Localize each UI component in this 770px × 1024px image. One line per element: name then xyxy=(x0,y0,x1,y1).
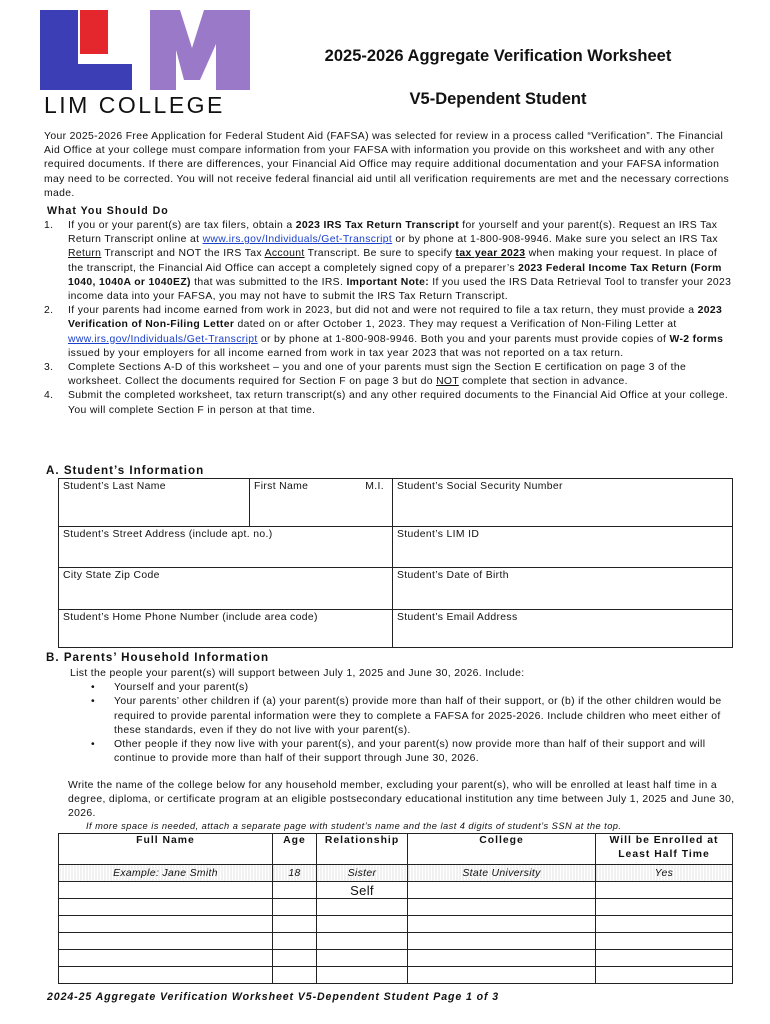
household-criteria-list xyxy=(70,681,732,766)
student-information-table xyxy=(58,478,733,648)
table-row[interactable] xyxy=(59,950,733,967)
lim-id-field[interactable]: Student’s LIM ID xyxy=(393,527,733,568)
home-phone-field[interactable]: Student’s Home Phone Number (include area code) xyxy=(59,610,393,648)
what-you-should-do-heading: What You Should Do xyxy=(47,205,169,217)
irs-non-filing-link[interactable]: www.irs.gov/Individuals/Get-Transcript xyxy=(68,333,258,345)
date-of-birth-field[interactable]: Student’s Date of Birth xyxy=(393,568,733,610)
section-b-lead: List the people your parent(s) will support between July 1, 2025 and June 30, 2026. Include: xyxy=(70,668,525,679)
mi-label: M.I. xyxy=(365,481,384,492)
table-row[interactable] xyxy=(59,882,733,899)
lim-logo-mark-icon xyxy=(40,10,255,115)
instruction-steps xyxy=(44,219,734,418)
city-state-zip-field[interactable]: City State Zip Code xyxy=(59,568,393,610)
step-2: 2. If your parents had income earned from work in 2023, but did not and were not required to file a tax return, they must provide a 2023 Verification of Non-Filing Letter dated on or after October 1, 2023. They may request a Verification of Non-Filing Letter at www.irs.gov/Individuals/Get-Transcript or by phone at 1-800-908-9946. Both you and your parents must provide copies of W-2 forms issued by your employers for all income earned from work in tax year 2023 that was not reported on a tax return. xyxy=(44,305,724,359)
lim-college-logo xyxy=(40,10,255,115)
table-row[interactable] xyxy=(59,916,733,933)
page-footer: 2024-25 Aggregate Verification Worksheet V5-Dependent Student Page 1 of 3 xyxy=(47,991,500,1003)
col-college: College xyxy=(408,834,596,865)
table-row[interactable] xyxy=(59,899,733,916)
section-b-heading: B. Parents’ Household Information xyxy=(46,651,270,664)
section-a-heading: A. Student’s Information xyxy=(46,464,205,477)
page-title: 2025-2026 Aggregate Verification Worksheet xyxy=(324,47,672,65)
section-b-body xyxy=(70,667,732,766)
col-full-name: Full Name xyxy=(59,834,273,865)
first-name-field[interactable]: First Name M.I. xyxy=(250,479,393,527)
step-3: 3. Complete Sections A-D of this worksheet – you and one of your parents must sign the Section E certification on page 3 of the worksheet. Collect the documents required for Section F on page 3 but do NOT complete that section in advance. xyxy=(44,362,687,388)
ssn-field[interactable]: Student’s Social Security Number xyxy=(393,479,733,527)
self-cell[interactable]: Self xyxy=(317,882,408,899)
street-address-field[interactable]: Student’s Street Address (include apt. no.) xyxy=(59,527,393,568)
table-row[interactable] xyxy=(59,933,733,950)
intro-paragraph: Your 2025-2026 Free Application for Federal Student Aid (FAFSA) was selected for review in a process called “Verification”. The Financial Aid Office at your college must compare information from your FAFSA with information you provide on this worksheet and with any other required documents. If there are differences, your Financial Aid Office may require additional documentation and your FAFSA information may need to be corrected. You will not receive federal financial aid until all verification requirements are met and the necessary corrections made. xyxy=(44,131,730,199)
col-relationship: Relationship xyxy=(317,834,408,865)
logo-text: LIM COLLEGE xyxy=(44,92,225,115)
email-field[interactable]: Student’s Email Address xyxy=(393,610,733,648)
space-note: If more space is needed, attach a separate page with student’s name and the last 4 digits of student’s SSN at the top. xyxy=(86,821,622,831)
list-item: • Yourself and your parent(s) xyxy=(91,682,249,694)
household-table xyxy=(58,833,733,984)
col-enrolled-half-time: Will be Enrolled at Least Half Time xyxy=(596,834,733,865)
table-row[interactable] xyxy=(59,967,733,984)
list-item: • Other people if they now live with your parent(s), and your parent(s) now provide more than half of their support and will continue to provide more than half of their support through June 30, 2026. xyxy=(91,739,706,765)
irs-transcript-link[interactable]: www.irs.gov/Individuals/Get-Transcript xyxy=(202,234,393,246)
step-4: 4. Submit the completed worksheet, tax return transcript(s) and any other required documents to the Financial Aid Office at your college. You will complete Section F in person at that time. xyxy=(44,390,729,416)
step-1: 1. If you or your parent(s) are tax filers, obtain a 2023 IRS Tax Return Transcript for yourself and your parent(s). Request an IRS Tax Return Transcript online at www.irs.gov/Individuals/Get-Transcript or by phone at 1-800-908-9946. Make sure you select an IRS Tax Return Transcript and NOT the IRS Tax Account Transcript. Be sure to specify tax year 2023 when making your request. In place of the transcript, the Financial Aid Office can accept a completely signed copy of a preparer’s 2023 Federal Income Tax Return (Form 1040, 1040A or 1040EZ) that was submitted to the IRS. Important Note: If you used the IRS Data Retrieval Tool to transfer your 2023 income data into your FAFSA, you may not have to submit the IRS Tax Return Transcript. xyxy=(44,220,732,303)
last-name-field[interactable]: Student’s Last Name xyxy=(59,479,250,527)
page-subtitle: V5-Dependent Student xyxy=(409,90,587,108)
college-instruction: Write the name of the college below for any household member, excluding your parent(s), who will be enrolled at least half time in a degree, diploma, or certificate program at an eligible postsecondary educational institution any time between July 1, 2025 and June 30, 2026. xyxy=(68,780,735,820)
example-row: Example: Jane Smith 18 Sister State University Yes xyxy=(59,865,733,882)
list-item: • Your parents’ other children if (a) your parent(s) provide more than half of their support, or (b) if the other children would be required to provide parental information were they to complete a FAFSA for 2025-2026. Include children who meet either of these standards, even if they do not live with your parent(s). xyxy=(91,696,722,736)
col-age: Age xyxy=(273,834,317,865)
